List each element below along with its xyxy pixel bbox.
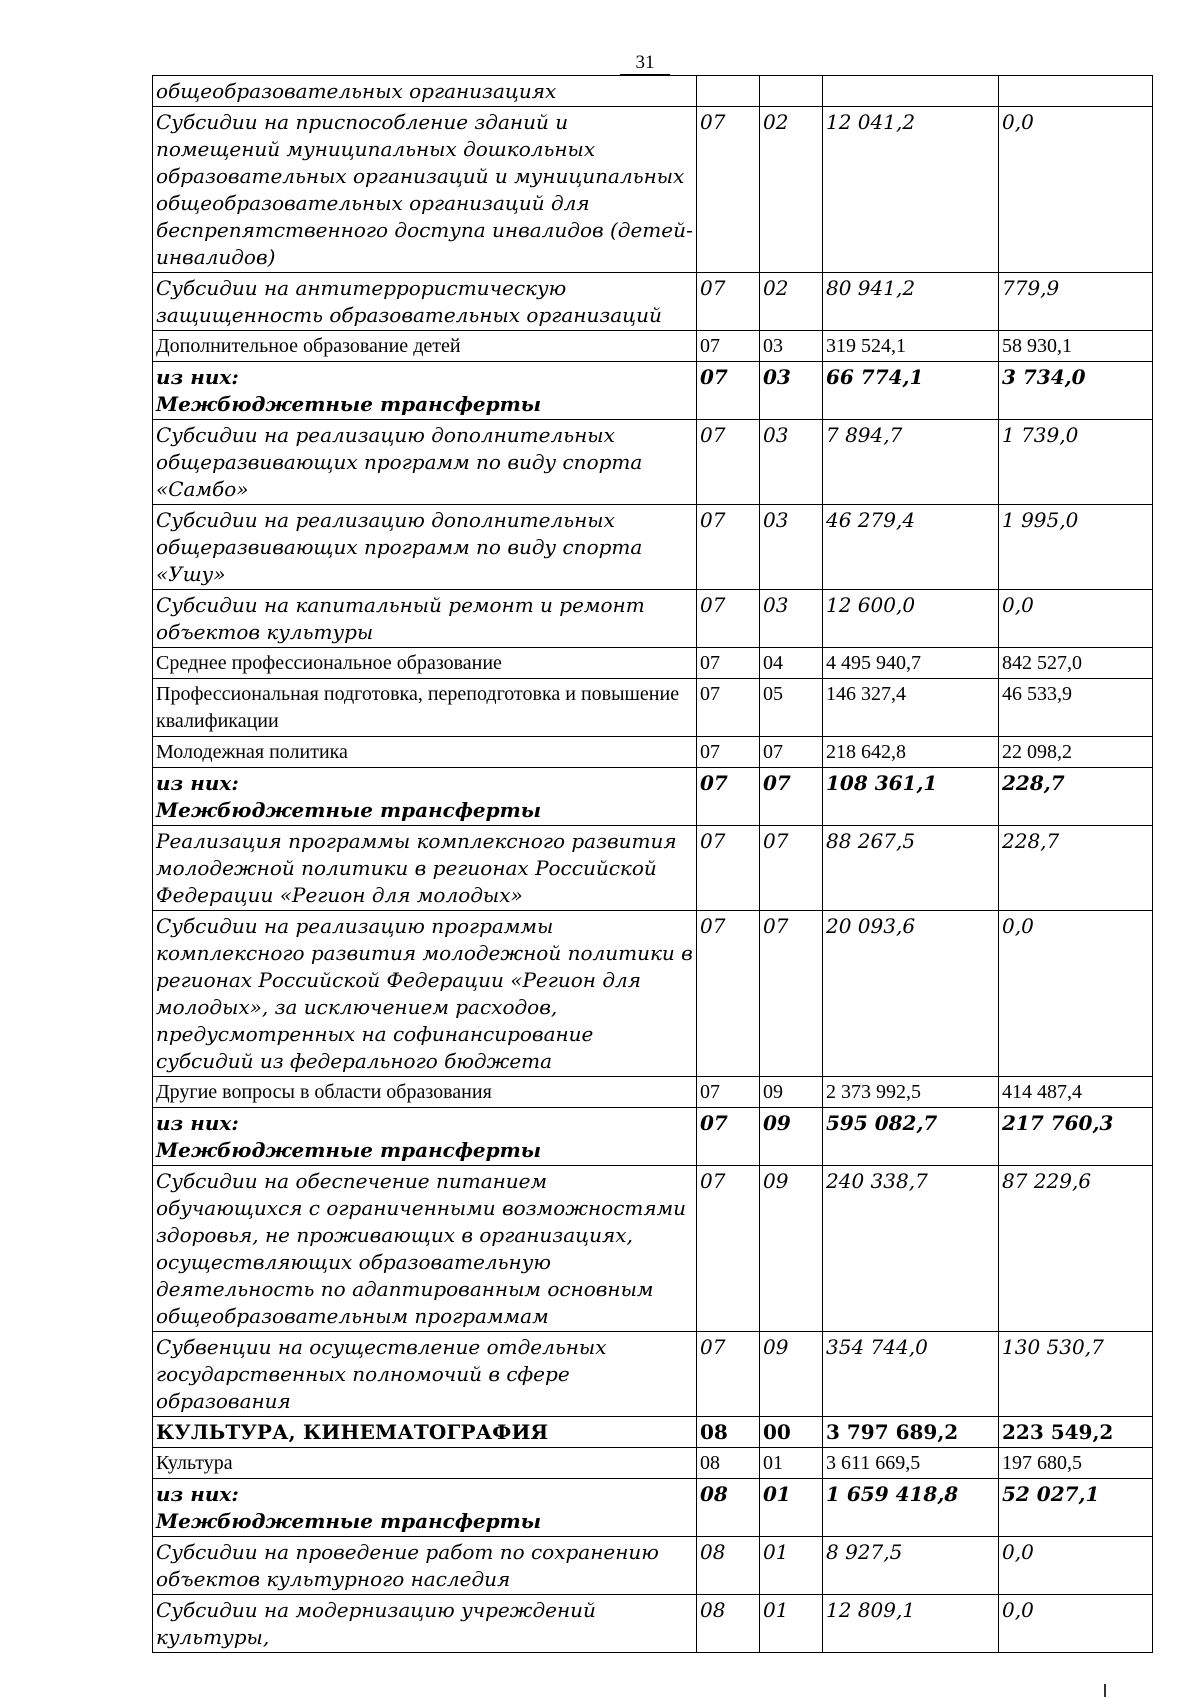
subsection-code-cell: 03 [760, 420, 823, 505]
row-name-cell: Субсидии на реализацию дополнительных общеразвивающих программ по виду спорта «Самбо» [153, 420, 697, 505]
subsection-code-cell: 09 [760, 1166, 823, 1332]
section-code-cell: 07 [697, 1332, 760, 1417]
amount-plan-cell: 2 373 992,5 [823, 1077, 999, 1108]
row-name-cell: Субвенции на осуществление отдельных государственных полномочий в сфере образования [153, 1332, 697, 1417]
row-name-cell: Культура [153, 1448, 697, 1479]
subsection-code-cell [760, 76, 823, 107]
table-row [153, 590, 1153, 648]
row-name-cell: Профессиональная подготовка, переподготовка и повышение квалификации [153, 679, 697, 737]
amount-executed-cell: 130 530,7 [999, 1332, 1153, 1417]
subsection-code-cell: 07 [760, 911, 823, 1077]
row-name-cell: из них: Межбюджетные трансферты [153, 362, 697, 420]
section-code-cell: 07 [697, 331, 760, 362]
amount-plan-cell: 46 279,4 [823, 505, 999, 590]
section-code-cell: 07 [697, 648, 760, 679]
subsection-code-cell: 03 [760, 331, 823, 362]
amount-plan-cell: 108 361,1 [823, 768, 999, 826]
row-name-cell: общеобразовательных организациях [153, 76, 697, 107]
section-code-cell: 07 [697, 107, 760, 273]
table-row [153, 1595, 1153, 1653]
amount-plan-cell: 12 041,2 [823, 107, 999, 273]
subsection-code-cell: 01 [760, 1595, 823, 1653]
amount-plan-cell: 80 941,2 [823, 273, 999, 331]
table-row [153, 911, 1153, 1077]
table-row [153, 362, 1153, 420]
table-row [153, 505, 1153, 590]
amount-plan-cell: 12 600,0 [823, 590, 999, 648]
row-name-cell: Субсидии на антитеррористическую защищенность образовательных организаций [153, 273, 697, 331]
amount-plan-cell: 88 267,5 [823, 826, 999, 911]
amount-executed-cell: 52 027,1 [999, 1479, 1153, 1537]
section-code-cell: 07 [697, 679, 760, 737]
table-row [153, 1077, 1153, 1108]
section-code-cell: 08 [697, 1448, 760, 1479]
amount-executed-cell: 217 760,3 [999, 1108, 1153, 1166]
row-name-cell: Субсидии на проведение работ по сохранению объектов культурного наследия [153, 1537, 697, 1595]
section-code-cell: 07 [697, 737, 760, 768]
amount-plan-cell: 354 744,0 [823, 1332, 999, 1417]
section-code-cell: 08 [697, 1595, 760, 1653]
row-name-cell: Среднее профессиональное образование [153, 648, 697, 679]
row-name-cell: из них: Межбюджетные трансферты [153, 1479, 697, 1537]
amount-executed-cell: 1 739,0 [999, 420, 1153, 505]
table-row [153, 1108, 1153, 1166]
section-code-cell: 07 [697, 590, 760, 648]
table-row [153, 737, 1153, 768]
row-name-cell: Другие вопросы в области образования [153, 1077, 697, 1108]
table-row [153, 107, 1153, 273]
subsection-code-cell: 02 [760, 107, 823, 273]
amount-plan-cell: 595 082,7 [823, 1108, 999, 1166]
amount-plan-cell: 7 894,7 [823, 420, 999, 505]
subsection-code-cell: 07 [760, 768, 823, 826]
section-code-cell: 07 [697, 362, 760, 420]
section-code-cell: 07 [697, 1077, 760, 1108]
budget-table [152, 75, 1153, 1653]
subsection-code-cell: 05 [760, 679, 823, 737]
table-row [153, 420, 1153, 505]
amount-plan-cell: 3 611 669,5 [823, 1448, 999, 1479]
section-code-cell [697, 76, 760, 107]
amount-plan-cell: 218 642,8 [823, 737, 999, 768]
amount-executed-cell: 0,0 [999, 590, 1153, 648]
section-code-cell: 07 [697, 911, 760, 1077]
subsection-code-cell: 04 [760, 648, 823, 679]
subsection-code-cell: 07 [760, 826, 823, 911]
table-row [153, 679, 1153, 737]
table-row [153, 1448, 1153, 1479]
section-code-cell: 07 [697, 1108, 760, 1166]
table-row [153, 648, 1153, 679]
amount-executed-cell: 1 995,0 [999, 505, 1153, 590]
subsection-code-cell: 07 [760, 737, 823, 768]
amount-executed-cell: 842 527,0 [999, 648, 1153, 679]
amount-executed-cell: 0,0 [999, 1537, 1153, 1595]
row-name-cell: Дополнительное образование детей [153, 331, 697, 362]
amount-executed-cell: 197 680,5 [999, 1448, 1153, 1479]
amount-plan-cell: 66 774,1 [823, 362, 999, 420]
section-code-cell: 08 [697, 1479, 760, 1537]
amount-executed-cell: 228,7 [999, 826, 1153, 911]
amount-executed-cell: 87 229,6 [999, 1166, 1153, 1332]
section-code-cell: 07 [697, 1166, 760, 1332]
subsection-code-cell: 03 [760, 590, 823, 648]
amount-executed-cell: 779,9 [999, 273, 1153, 331]
section-code-cell: 08 [697, 1417, 760, 1448]
row-name-cell: Молодежная политика [153, 737, 697, 768]
subsection-code-cell: 02 [760, 273, 823, 331]
amount-executed-cell: 22 098,2 [999, 737, 1153, 768]
amount-executed-cell: 58 930,1 [999, 331, 1153, 362]
table-row [153, 1166, 1153, 1332]
section-code-cell: 08 [697, 1537, 760, 1595]
subsection-code-cell: 01 [760, 1448, 823, 1479]
table-row [153, 1537, 1153, 1595]
amount-plan-cell [823, 76, 999, 107]
amount-executed-cell: 0,0 [999, 107, 1153, 273]
table-row [153, 1417, 1153, 1448]
table-row [153, 768, 1153, 826]
amount-plan-cell: 12 809,1 [823, 1595, 999, 1653]
subsection-code-cell: 09 [760, 1332, 823, 1417]
amount-executed-cell: 46 533,9 [999, 679, 1153, 737]
section-code-cell: 07 [697, 768, 760, 826]
amount-executed-cell: 414 487,4 [999, 1077, 1153, 1108]
amount-plan-cell: 1 659 418,8 [823, 1479, 999, 1537]
row-name-cell: КУЛЬТУРА, КИНЕМАТОГРАФИЯ [153, 1417, 697, 1448]
row-name-cell: Субсидии на модернизацию учреждений культуры, [153, 1595, 697, 1653]
amount-plan-cell: 240 338,7 [823, 1166, 999, 1332]
table-row [153, 1479, 1153, 1537]
row-name-cell: Субсидии на капитальный ремонт и ремонт объектов культуры [153, 590, 697, 648]
row-name-cell: Субсидии на обеспечение питанием обучающихся с ограниченными возможностями здоровья, не проживающих в организациях, осуществляющих образовательную деятельность по адаптированным основным общеобразовательным программам [153, 1166, 697, 1332]
section-code-cell: 07 [697, 505, 760, 590]
table-row [153, 1332, 1153, 1417]
scan-artifact [1104, 1684, 1106, 1697]
amount-plan-cell: 319 524,1 [823, 331, 999, 362]
amount-plan-cell: 4 495 940,7 [823, 648, 999, 679]
amount-plan-cell: 146 327,4 [823, 679, 999, 737]
row-name-cell: Субсидии на приспособление зданий и помещений муниципальных дошкольных образовательных организаций и муниципальных общеобразовательных организаций для беспрепятственного доступа инвалидов (детей-инвалидов) [153, 107, 697, 273]
amount-plan-cell: 3 797 689,2 [823, 1417, 999, 1448]
budget-table-body [153, 76, 1153, 1653]
amount-executed-cell [999, 76, 1153, 107]
table-row [153, 331, 1153, 362]
table-row [153, 826, 1153, 911]
subsection-code-cell: 03 [760, 362, 823, 420]
row-name-cell: Субсидии на реализацию программы комплексного развития молодежной политики в регионах Российской Федерации «Регион для молодых», за исключением расходов, предусмотренных на софинансирование субсидий из федерального бюджета [153, 911, 697, 1077]
row-name-cell: из них: Межбюджетные трансферты [153, 1108, 697, 1166]
amount-executed-cell: 3 734,0 [999, 362, 1153, 420]
subsection-code-cell: 00 [760, 1417, 823, 1448]
row-name-cell: Реализация программы комплексного развития молодежной политики в регионах Российской Федерации «Регион для молодых» [153, 826, 697, 911]
row-name-cell: из них: Межбюджетные трансферты [153, 768, 697, 826]
section-code-cell: 07 [697, 826, 760, 911]
subsection-code-cell: 01 [760, 1537, 823, 1595]
amount-executed-cell: 223 549,2 [999, 1417, 1153, 1448]
table-row [153, 76, 1153, 107]
amount-executed-cell: 0,0 [999, 911, 1153, 1077]
subsection-code-cell: 01 [760, 1479, 823, 1537]
subsection-code-cell: 09 [760, 1077, 823, 1108]
amount-executed-cell: 0,0 [999, 1595, 1153, 1653]
subsection-code-cell: 09 [760, 1108, 823, 1166]
row-name-cell: Субсидии на реализацию дополнительных общеразвивающих программ по виду спорта «Ушу» [153, 505, 697, 590]
subsection-code-cell: 03 [760, 505, 823, 590]
amount-plan-cell: 8 927,5 [823, 1537, 999, 1595]
amount-executed-cell: 228,7 [999, 768, 1153, 826]
table-row [153, 273, 1153, 331]
amount-plan-cell: 20 093,6 [823, 911, 999, 1077]
section-code-cell: 07 [697, 420, 760, 505]
page-number: 31 [635, 52, 655, 73]
section-code-cell: 07 [697, 273, 760, 331]
